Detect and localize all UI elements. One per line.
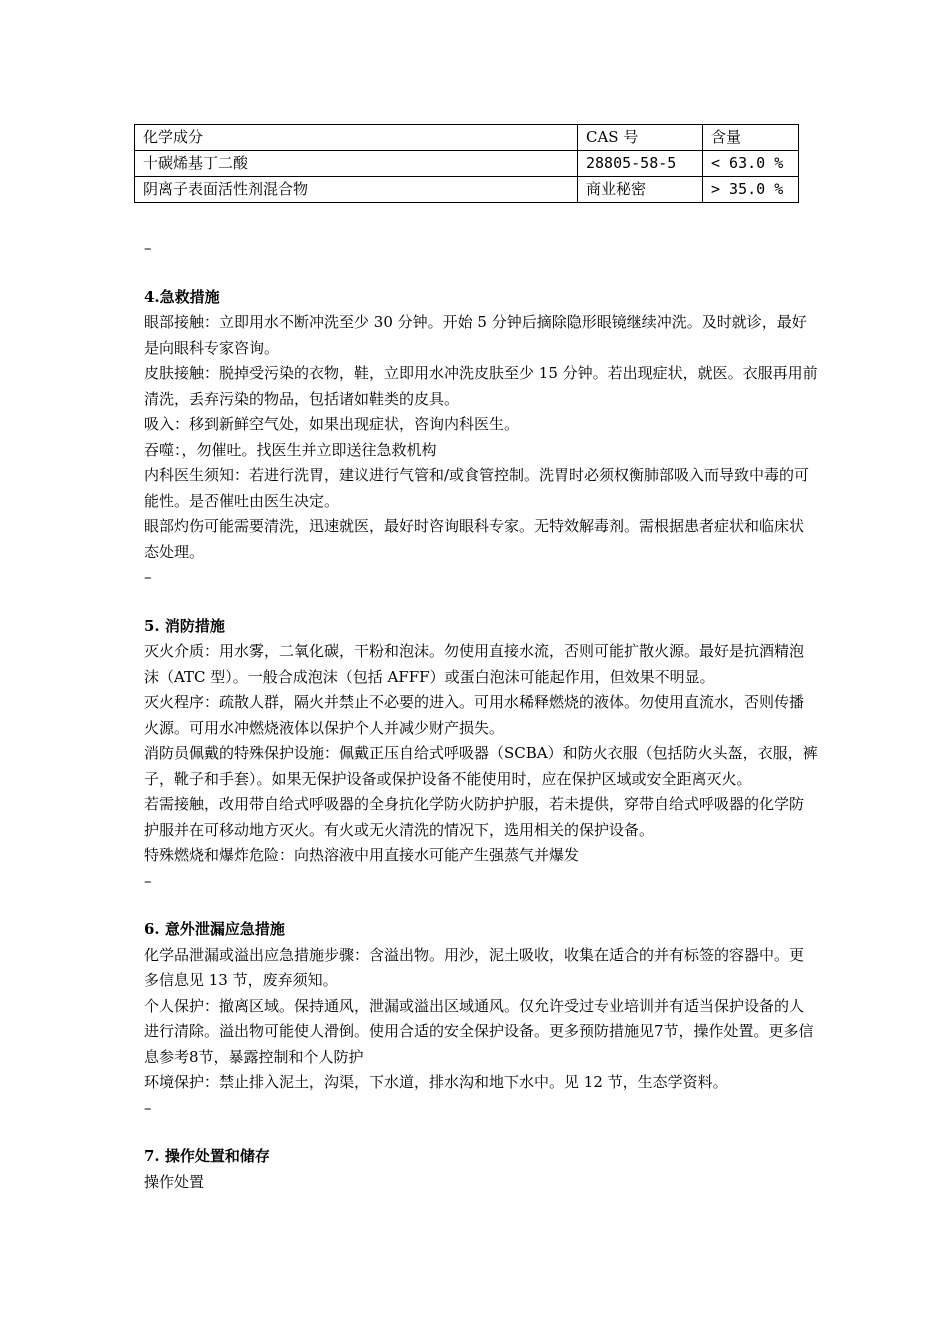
- header-cell-component: 化学成分: [135, 125, 578, 151]
- paragraph: 吸入：移到新鲜空气处，如果出现症状，咨询内科医生。: [144, 415, 520, 433]
- table-cell: 十碳烯基丁二酸: [135, 151, 578, 177]
- table-cell: 阴离子表面活性剂混合物: [135, 177, 578, 203]
- table-header-row: [135, 125, 799, 151]
- section-heading-first-aid: 4.急救措施: [144, 287, 220, 306]
- paragraph: 消防员佩戴的特殊保护设施：佩戴正压自给式呼吸器（SCBA）和防火衣服（包括防火头盔，衣服，裤子，靴子和手套）。如果无保护设备或保护设备不能使用时，应在保护区域或安全距离灭火。: [144, 744, 818, 788]
- separator-dash: –: [144, 1098, 152, 1117]
- paragraph: 灭火程序：疏散人群，隔火并禁止不必要的进入。可用水稀释燃烧的液体。勿使用直流水，否则传播火源。可用水冲燃烧液体以保护个人并减少财产损失。: [144, 693, 805, 737]
- section-heading-fire-fighting: 5. 消防措施: [144, 616, 225, 635]
- paragraph: 若需接触，改用带自给式呼吸器的全身抗化学防火防护护服，若未提供，穿带自给式呼吸器的化学防护服并在可移动地方灭火。有火或无火清洗的情况下，选用相关的保护设备。: [144, 795, 805, 839]
- table-cell: > 35.0 %: [703, 177, 799, 203]
- composition-table: [134, 124, 799, 203]
- paragraph: 眼部接触：立即用水不断冲洗至少 30 分钟。开始 5 分钟后摘除隐形眼镜继续冲洗。及时就诊，最好是向眼科专家咨询。: [144, 313, 807, 357]
- table-row: [135, 151, 799, 177]
- table-cell: 28805-58-5: [578, 151, 703, 177]
- section-heading-handling-storage: 7. 操作处置和储存: [144, 1147, 270, 1165]
- table-cell: < 63.0 %: [703, 151, 799, 177]
- table-cell: 商业秘密: [578, 177, 703, 203]
- paragraph: 环境保护：禁止排入泥土，沟渠，下水道，排水沟和地下水中。见 12 节，生态学资料。: [144, 1073, 728, 1091]
- paragraph: 个人保护：撤离区域。保持通风，泄漏或溢出区域通风。仅允许受过专业培训并有适当保护设备的人进行清除。溢出物可能使人滑倒。使用合适的安全保护设备。更多预防措施见7节，操作处置。更多信息参考8节，暴露控制和个人防护: [144, 996, 814, 1066]
- header-cell-cas: CAS 号: [578, 125, 703, 151]
- table-row: [135, 177, 799, 203]
- paragraph: 内科医生须知：若进行洗胃，建议进行气管和/或食管控制。洗胃时必须权衡肺部吸入而导致中毒的可能性。是否催吐由医生决定。: [144, 466, 810, 510]
- document-body: [144, 236, 818, 1195]
- paragraph: 吞噬：，勿催吐。找医生并立即送往急救机构: [144, 440, 437, 459]
- paragraph: 化学品泄漏或溢出应急措施步骤：含溢出物。用沙，泥土吸收，收集在适合的并有标签的容器中。更多信息见 13 节，废弃须知。: [144, 945, 805, 989]
- separator-dash: –: [144, 568, 152, 586]
- paragraph: 特殊燃烧和爆炸危险：向热溶液中用直接水可能产生强蒸气并爆发: [144, 846, 580, 864]
- paragraph: 灭火介质：用水雾，二氧化碳，干粉和泡沫。勿使用直接水流，否则可能扩散火源。最好是抗酒精泡沫（ATC 型）。一般合成泡沫（包括 AFFF）或蛋白泡沫可能起作用，但效果不明显。: [144, 642, 805, 686]
- paragraph: 皮肤接触：脱掉受污染的衣物，鞋，立即用水冲洗皮肤至少 15 分钟。若出现症状，就医。衣服再用前清洗，丢弃污染的物品，包括诸如鞋类的皮具。: [144, 364, 818, 408]
- separator-dash: –: [144, 871, 152, 890]
- paragraph: 眼部灼伤可能需要清洗，迅速就医，最好时咨询眼科专家。无特效解毒剂。需根据患者症状和临床状态处理。: [144, 517, 805, 561]
- paragraph: 操作处置: [144, 1172, 205, 1191]
- separator-dash: –: [144, 239, 152, 257]
- header-cell-content: 含量: [703, 125, 799, 151]
- section-heading-accidental-release: 6. 意外泄漏应急措施: [144, 920, 285, 938]
